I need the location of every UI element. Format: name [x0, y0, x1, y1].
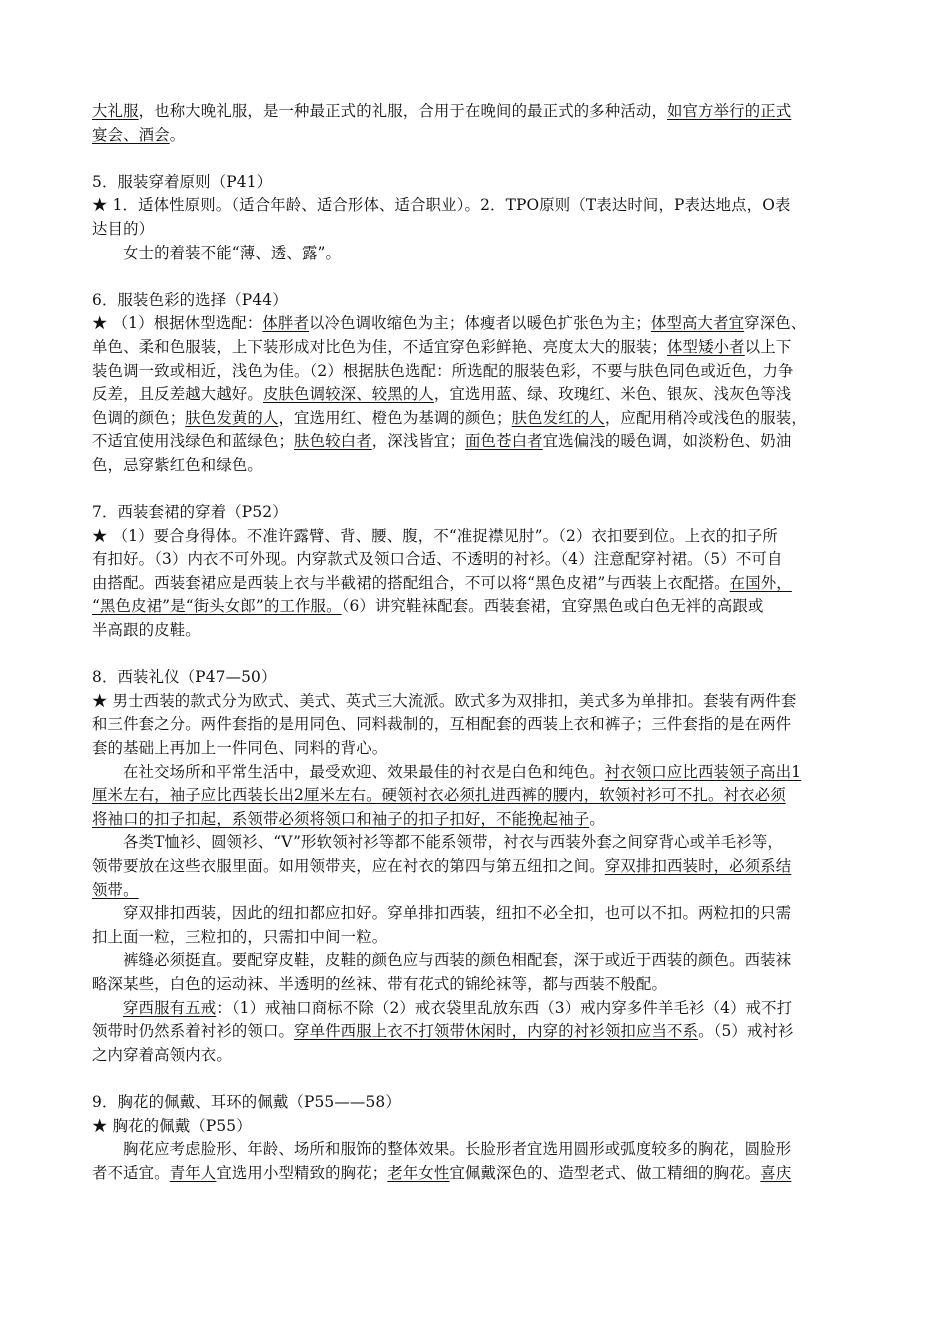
text-segment: 7．西装套裙的穿着（P52）	[92, 503, 288, 522]
underlined-text: 将袖口的扣子扣起，系领带必须将领口和袖子的扣子扣好，不能挽起袖子	[92, 809, 590, 828]
text-segment: 和三件套之分。两件套指的是用同色、同料裁制的，互相配套的西装上衣和裤子；三件套指的是在两件	[92, 715, 792, 734]
underlined-text: 肤色发红的人	[511, 408, 605, 427]
text-segment: ★ （1）根据休型选配：	[92, 314, 263, 333]
text-line	[92, 572, 862, 596]
text-line	[92, 595, 862, 619]
underlined-text: 厘米左右，袖子应比西装长出2厘米左右。硬领衬衣必须扎进西裤的腰内，软领衬衫可不扎。衬衣必须	[92, 786, 786, 805]
text-line	[92, 218, 862, 242]
underlined-text: 衬衣领口应比西装领子高出1	[604, 762, 802, 781]
paragraph-gap	[92, 147, 862, 171]
text-line	[92, 619, 862, 643]
underlined-text: 喜庆	[760, 1163, 792, 1182]
underlined-text: 如官方举行的正式	[667, 102, 792, 120]
text-segment: 领带要放在这些衣服里面。如用领带夹，应在衬衣的第四与第五纽扣之间。	[92, 857, 605, 875]
text-line	[92, 100, 862, 124]
text-segment: 9．胸花的佩戴、耳环的佩戴（P55——58）	[92, 1092, 401, 1111]
text-segment: ★ 男士西装的款式分为欧式、美式、英式三大流派。欧式多为双排扣，美式多为单排扣。套装有两件套	[92, 691, 797, 710]
paragraph-gap	[92, 643, 862, 667]
text-segment: ，应配用稍冷或浅色的服装，	[604, 408, 807, 427]
text-line	[92, 784, 862, 808]
underlined-text: 领带。	[92, 880, 139, 899]
text-segment: 色，忌穿紫红色和绿色。	[92, 455, 263, 474]
text-segment: 装色调一致或相近，浅色为佳。（2）根据肤色选配：所选配的服装色彩，不要与肤色同色或近色，力争	[92, 361, 794, 380]
text-line	[92, 1091, 862, 1115]
underlined-text: 老年女性	[387, 1163, 450, 1182]
text-line	[92, 383, 862, 407]
text-line	[92, 194, 862, 218]
text-line	[92, 808, 862, 832]
text-segment: 宜选用小型精致的胸花；	[216, 1163, 388, 1182]
text-segment: 半高跟的皮鞋。	[92, 621, 201, 640]
text-line	[92, 454, 862, 478]
text-line	[92, 289, 862, 313]
text-line	[92, 902, 862, 926]
underlined-text: 穿双排扣西装时，必须系结	[604, 857, 792, 875]
text-segment: 有扣好。（3）内衣不可外现。内穿款式及领口合适、不透明的衬衫。（4）注意配穿衬裙。（5）不可自	[92, 550, 783, 569]
paragraph-gap	[92, 1067, 862, 1091]
text-segment: 套的基础上再加上一件同色、同料的背心。	[92, 739, 388, 758]
underlined-text: 体型高大者宜	[650, 314, 745, 333]
underlined-text: 肤色较白者	[294, 432, 372, 451]
text-segment: 者不适宜。	[92, 1163, 170, 1182]
text-segment: 色调的颜色；	[92, 408, 186, 427]
underlined-text: 大礼服	[92, 102, 139, 120]
text-line	[92, 430, 862, 454]
text-line	[92, 973, 862, 997]
text-line	[92, 525, 862, 549]
text-line	[92, 926, 862, 950]
underlined-text: 青年人	[169, 1163, 217, 1182]
underlined-text: 体胖者	[262, 314, 310, 333]
text-segment: 略深某些，白色的运动袜、半透明的丝袜、带有花式的锦纶袜等，都与西装不般配。	[92, 974, 668, 993]
underlined-text: 面色苍白者	[465, 432, 543, 451]
text-segment: 宜选偏浅的暖色调，如淡粉色、奶油	[542, 432, 792, 451]
text-segment: 穿深色、	[744, 314, 807, 333]
text-segment: 反差，且反差越大越好。	[92, 385, 263, 404]
underlined-text: 体型矮小者	[667, 337, 745, 356]
paragraph-gap	[92, 478, 862, 502]
text-segment: 胸花应考虑脸形、年龄、场所和服饰的整体效果。长脸形者宜选用圆形或弧度较多的胸花，圆脸形	[123, 1140, 792, 1159]
text-line	[92, 407, 862, 431]
underlined-text: 穿单件西服上衣不打领带休闲时，内穿的衬衫领扣应当不系	[294, 1022, 699, 1041]
paragraph-gap	[92, 265, 862, 289]
underlined-text: 穿西服有五戒	[123, 998, 217, 1017]
underlined-text: “黑色皮裙”是“街头女郎”的工作服。	[92, 597, 342, 616]
text-segment: 领带时仍然系着衬衫的领口。	[92, 1022, 295, 1041]
text-segment: 8．西装礼仪（P47—50）	[92, 668, 277, 687]
text-segment: 穿双排扣西装，因此的纽扣都应扣好。穿单排扣西装，纽扣不必全扣，也可以不扣。两粒扣的只需	[123, 904, 792, 923]
text-segment: 。	[169, 125, 186, 144]
text-segment: 女士的着装不能“薄、透、露”。	[123, 243, 342, 262]
text-segment: ，也称大晚礼服，是一种最正式的礼服，合用于在晚间的最正式的多种活动，	[138, 102, 668, 120]
text-line	[92, 737, 862, 761]
text-segment: 。（5）戒衬衫	[698, 1022, 794, 1041]
text-line	[92, 855, 862, 879]
text-segment: ，深浅皆宜；	[371, 432, 465, 451]
text-line	[92, 997, 862, 1021]
text-segment: ：（1）戒袖口商标不除（2）戒衣袋里乱放东西（3）戒内穿多件羊毛衫（4）戒不打	[216, 998, 793, 1017]
text-segment: 以冷色调收缩色为主；体瘦者以暖色扩张色为主；	[309, 314, 651, 333]
text-segment: 不适宜使用浅绿色和蓝绿色；	[92, 432, 295, 451]
text-line	[92, 242, 862, 266]
text-segment: 以上下	[744, 337, 792, 356]
text-segment: 在社交场所和平常生活中，最受欢迎、效果最佳的衬衣是白色和纯色。	[123, 762, 605, 781]
text-segment: ★ 胸花的佩戴（P55）	[92, 1116, 252, 1135]
text-line	[92, 1138, 862, 1162]
text-segment: ★ （1）要合身得体。不准许露臂、背、腰、腹，不“准捉襟见肘”。（2）衣扣要到位。上衣的扣子所	[92, 526, 778, 545]
text-line	[92, 666, 862, 690]
text-line	[92, 713, 862, 737]
text-line	[92, 336, 862, 360]
text-segment: 达目的）	[92, 219, 155, 238]
text-line	[92, 1044, 862, 1068]
text-line	[92, 1162, 862, 1186]
underlined-text: 肤色发黄的人	[185, 408, 279, 427]
text-line	[92, 1115, 862, 1139]
text-segment: ★ 1．适体性原则。（适合年龄、适合形体、适合职业）。2．TPO原则（T表达时间，P表达地点，O表	[92, 196, 791, 215]
text-line	[92, 761, 862, 785]
text-line	[92, 879, 862, 903]
text-segment: 6．服装色彩的选择（P44）	[92, 290, 288, 309]
underlined-text: 宴会、酒会	[92, 125, 170, 144]
text-segment: 宜佩戴深色的、造型老式、做工精细的胸花。	[449, 1163, 761, 1182]
text-segment: 由搭配。西装套裙应是西装上衣与半截裙的搭配组合，不可以将“黑色皮裙”与西装上衣配搭。	[92, 573, 730, 592]
text-line	[92, 124, 862, 148]
text-line	[92, 501, 862, 525]
text-line	[92, 360, 862, 384]
text-line	[92, 831, 862, 855]
text-segment: 5．服装穿着原则（P41）	[92, 172, 273, 191]
text-segment: ，宜选用红、橙色为基调的颜色；	[278, 408, 512, 427]
text-segment: （6）讲究鞋袜配套。西装套裙，宜穿黑色或白色无袢的高跟或	[341, 597, 764, 616]
text-segment: 裤缝必须挺直。要配穿皮鞋，皮鞋的颜色应与西装的颜色相配套，深于或近于西装的颜色。西装袜	[123, 951, 792, 970]
text-line	[92, 171, 862, 195]
text-segment: 各类T恤衫、圆领衫、“V”形软领衬衫等都不能系领带，衬衣与西装外套之间穿背心或羊毛衫等，	[123, 833, 783, 852]
underlined-text: 皮肤色调较深、较黑的人	[262, 385, 434, 404]
text-segment: 之内穿着高领内衣。	[92, 1045, 232, 1064]
text-line	[92, 949, 862, 973]
underlined-text: 在国外，	[729, 573, 792, 592]
text-segment: 单色、柔和色服装，上下装形成对比色为佳，不适宜穿色彩鲜艳、亮度太大的服装；	[92, 337, 668, 356]
text-segment: 。	[589, 809, 605, 828]
text-line	[92, 690, 862, 714]
text-line	[92, 312, 862, 336]
text-line	[92, 548, 862, 572]
text-segment: ，宜选用蓝、绿、玫瑰红、米色、银灰、浅灰色等浅	[433, 385, 792, 404]
text-line	[92, 1020, 862, 1044]
text-segment: 扣上面一粒，三粒扣的，只需扣中间一粒。	[92, 927, 388, 946]
